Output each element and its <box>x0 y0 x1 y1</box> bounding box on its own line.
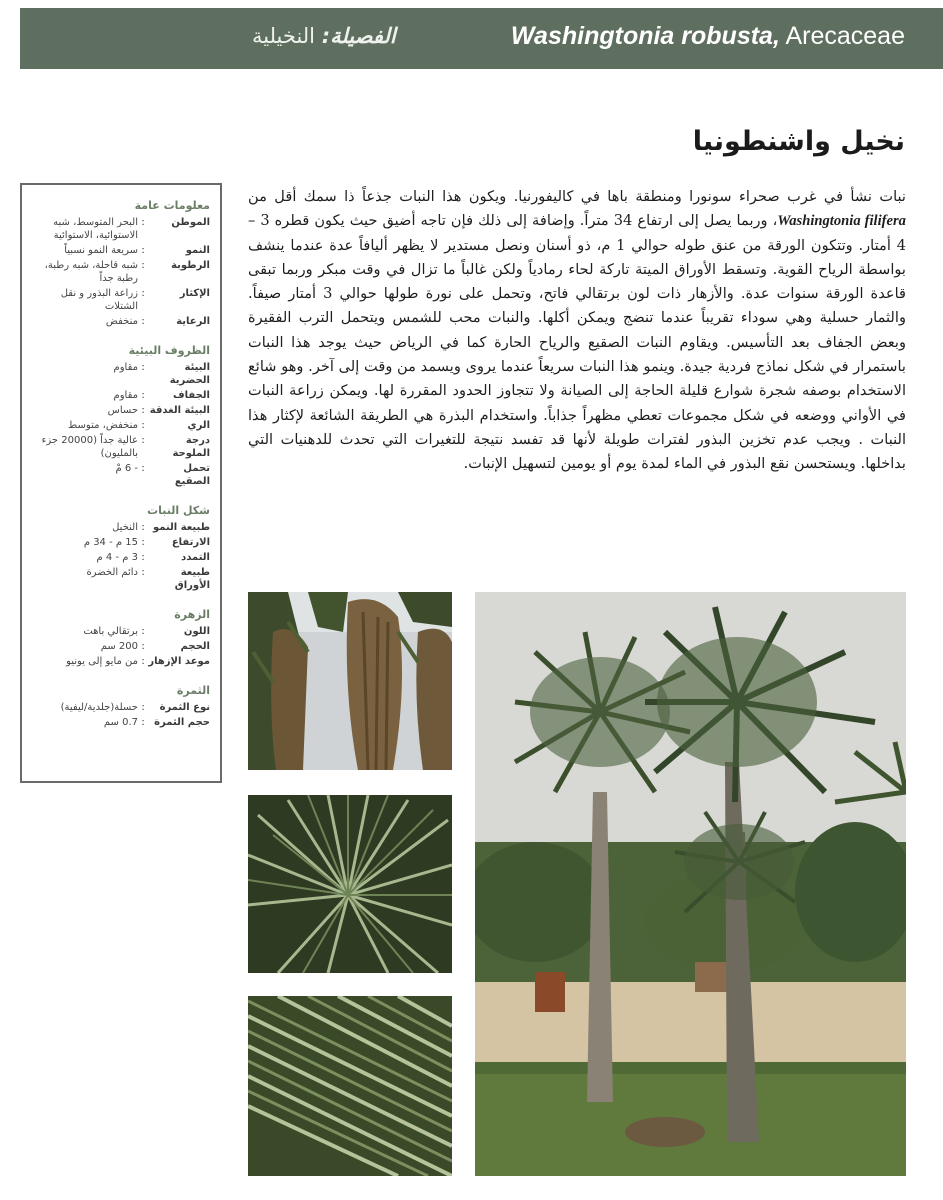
info-label: البيئة الحضرية <box>169 362 210 386</box>
info-separator: : <box>141 260 145 271</box>
page-title: نخيل واشنطونيا <box>692 126 905 157</box>
info-label: طبيعة النمو <box>152 522 210 533</box>
info-row <box>22 389 220 402</box>
info-value: برتقالي باهت <box>83 626 138 637</box>
info-label: التمدد <box>181 552 210 563</box>
info-separator: : <box>141 567 145 578</box>
info-row <box>22 551 220 564</box>
page-header <box>20 8 943 69</box>
info-separator: : <box>141 245 145 256</box>
info-value: من مايو إلى يونيو <box>66 656 138 667</box>
info-separator: : <box>141 316 145 327</box>
info-label: نوع الثمرة <box>159 702 210 713</box>
info-value: حساس <box>107 405 138 416</box>
family-name: Arecaceae <box>779 22 905 50</box>
info-value: 3 م - 4 م <box>96 552 138 563</box>
info-label: النمو <box>185 245 210 256</box>
info-row <box>22 566 220 592</box>
info-separator: : <box>141 656 145 667</box>
info-separator: : <box>141 435 145 446</box>
arabic-family <box>252 24 396 48</box>
info-value: سريعة النمو نسبياً <box>64 245 138 256</box>
info-row <box>22 361 220 387</box>
info-row <box>22 462 220 488</box>
latin-name: Washingtonia filifera <box>777 213 906 230</box>
info-separator: : <box>141 362 145 373</box>
info-separator: : <box>141 463 145 474</box>
info-label: اللون <box>183 626 210 637</box>
info-value: دائم الخضرة <box>86 567 138 578</box>
info-label: طبيعة الأوراق <box>174 567 210 591</box>
info-label: الجفاف <box>173 390 210 401</box>
info-value: حسلة(جلدية/ليفية) <box>60 702 138 713</box>
info-separator: : <box>141 390 145 401</box>
info-separator: : <box>141 702 145 713</box>
info-value: 15 م - 34 م <box>83 537 138 548</box>
info-label: الرطوبة <box>171 260 210 271</box>
info-separator: : <box>141 552 145 563</box>
info-value: النخيل <box>112 522 138 533</box>
info-separator: : <box>141 288 145 299</box>
info-row <box>22 640 220 653</box>
photo-palm-trees <box>475 592 906 1176</box>
description-intro: نبات نشأ في غرب صحراء سونورا ومنطقة باها في كاليفورنيا. ويكون هذا النبات جذعاً ذا سمك أقل من <box>248 188 906 205</box>
info-separator: : <box>141 537 145 548</box>
info-row <box>22 701 220 714</box>
info-separator: : <box>141 405 145 416</box>
info-value: منخفض <box>105 316 138 327</box>
info-section-title: الثمرة <box>176 684 210 697</box>
info-row <box>22 625 220 638</box>
info-label: الرعاية <box>176 316 210 327</box>
info-row <box>22 244 220 257</box>
info-label: حجم الثمرة <box>154 717 210 728</box>
info-label: تحمل الصقيع <box>174 463 210 487</box>
info-separator: : <box>141 522 145 533</box>
family-value: النخيلية <box>252 24 322 48</box>
photo-trunk-detail <box>248 592 452 770</box>
info-separator: : <box>141 217 145 228</box>
info-label: موعد الإزهار <box>148 656 210 667</box>
info-row <box>22 287 220 313</box>
info-label: الإكثار <box>179 288 210 299</box>
info-value: مقاوم <box>113 362 138 373</box>
info-value: البحر المتوسط، شبه الاستوائية، الاستوائية <box>53 217 138 241</box>
info-section-title: شكل النبات <box>147 504 210 517</box>
info-row <box>22 259 220 285</box>
info-separator: : <box>141 641 145 652</box>
photo-fan-leaves <box>248 795 452 973</box>
info-value: - 6 مْ <box>115 463 138 474</box>
info-value: منخفض، متوسط <box>68 420 138 431</box>
info-value: عالية جداً (20000 جزء بالمليون) <box>41 435 138 459</box>
info-label: البيئة الغدقة <box>149 405 210 416</box>
info-row <box>22 315 220 328</box>
family-label: الفصيلة: <box>321 24 396 48</box>
info-label: الري <box>187 420 210 431</box>
info-row <box>22 536 220 549</box>
info-separator: : <box>141 717 145 728</box>
info-value: زراعة البذور و نقل الشتلات <box>60 288 138 312</box>
info-label: الموطن <box>171 217 210 228</box>
info-separator: : <box>141 626 145 637</box>
info-section-title: الظروف البيئية <box>128 344 210 357</box>
info-row <box>22 419 220 432</box>
info-row <box>22 716 220 729</box>
info-section-title: معلومات عامة <box>134 199 210 212</box>
genus-species: Washingtonia robusta, <box>510 22 780 50</box>
info-label: الارتفاع <box>171 537 210 548</box>
photo-leaf-texture <box>248 996 452 1176</box>
info-value: 200 سم <box>100 641 138 652</box>
info-row <box>22 655 220 668</box>
scientific-name <box>511 22 905 51</box>
description-rest: ، وربما يصل إلى ارتفاع 34 متراً. وإضافة إلى ذلك فإن تاجه أضيق حيث يكون قطره 3 – 4 أمتار. وتتكون الورقة من عنق طوله حوالي 1 م، ذو أسنان ونصل مستدير لا يظهر أليافاً عدة عندما ينشف بواسطة الرياح القوية. وتسقط الأوراق الميتة تاركة لحاء رمادياً ولكن غالباً ما تزال في وقت مبكر وربما تبقى قاعدة الورقة سنوات عدة. والأزهار ذات لون برتقالي فاتح، وتحمل على نورة طولها حوالي 3 أمتار صيفاً. والثمار حسلية وهي سوداء تقريباً عندما تنضج ويمكن أكلها. والنبات محب للشمس ويتحمل الترب الفقيرة وبعض الجفاف بعد التأسيس. ويقاوم النبات الصقيع والرياح الحارة كما في الرياض حيث يوجد هذا النبات باستمرار في شكل نماذج فردية جيدة. وينمو هذا النبات سريعاً عندما يروى ويسمد من وقت إلى آخر. وهو شائع الاستخدام بوصفه شجرة شوارع قليلة الحاجة إلى الصيانة ولا تتجاوز الحدود المقررة لها. ويمكن زراعة النبات في الأواني ووضعه في شكل مجموعات تعطي مظهراً جذاباً. واستخدام البذرة هي الطريقة الشائعة لإكثار هذا النبات . ويجب عدم تخزين البذور لفترات طويلة لأنها قد تفسد نتيجة للتغيرات التي تحدث للدهنيات التي بداخلها. ويستحسن نقع البذور في الماء لمدة يوم أو يومين لتسهيل الإنبات. <box>248 212 906 473</box>
info-section-title: الزهرة <box>174 608 210 621</box>
info-separator: : <box>141 420 145 431</box>
description-paragraph <box>248 185 906 477</box>
info-label: درجة الملوحة <box>172 435 210 459</box>
info-row <box>22 216 220 242</box>
info-value: شبه قاحلة، شبه رطبة، رطبة جداً <box>44 260 138 284</box>
info-label: الحجم <box>180 641 210 652</box>
info-row <box>22 521 220 534</box>
info-row <box>22 434 220 460</box>
info-row <box>22 404 220 417</box>
info-value: 0.7 سم <box>103 717 138 728</box>
info-value: مقاوم <box>113 390 138 401</box>
info-box <box>20 183 222 783</box>
